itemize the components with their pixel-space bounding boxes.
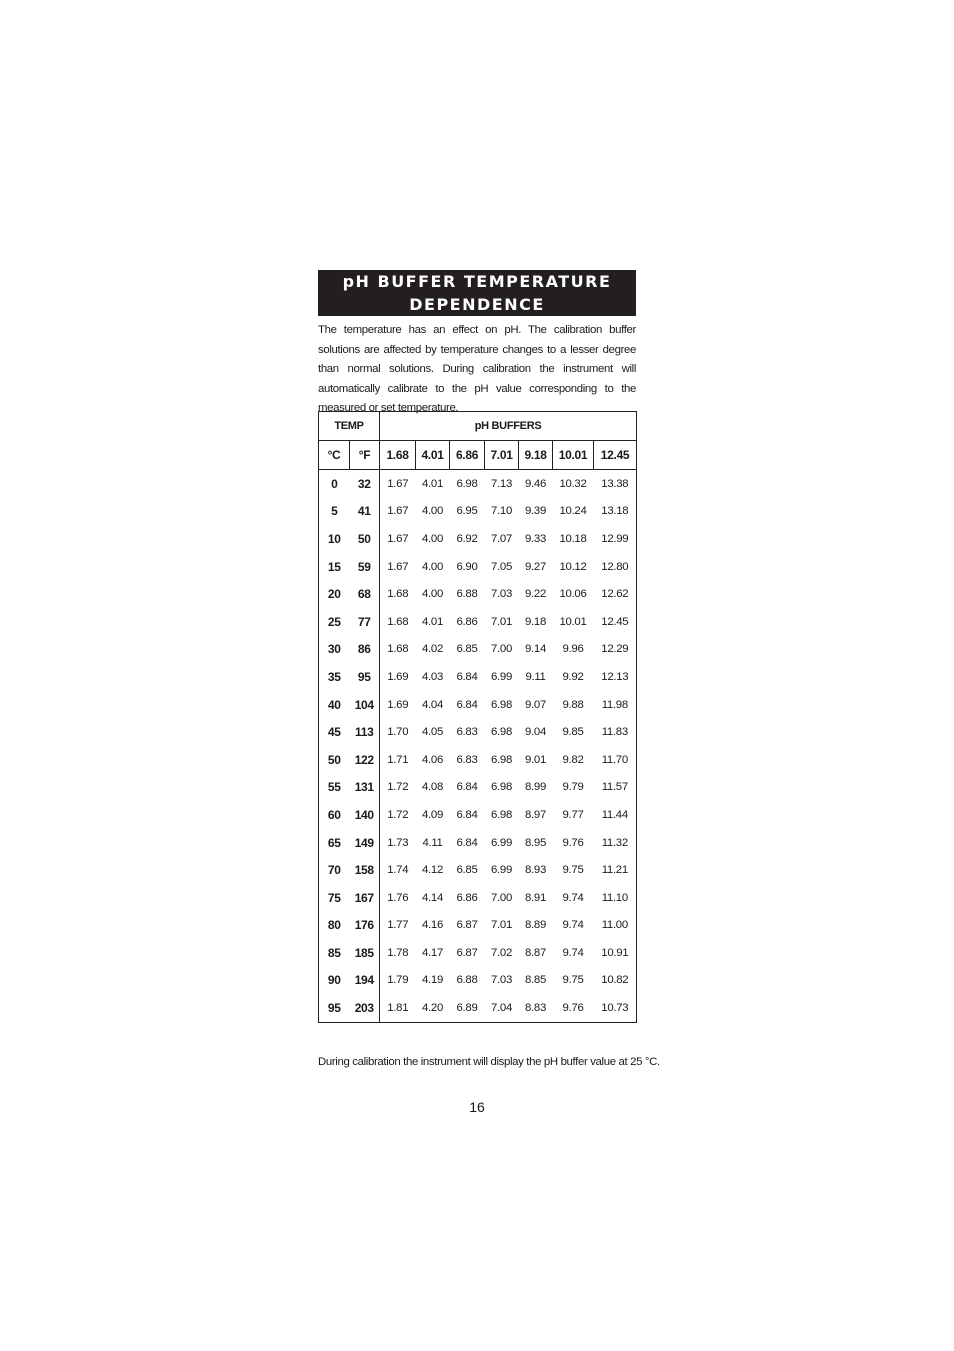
table-row <box>319 829 637 857</box>
celsius-cell: 85 <box>319 939 350 967</box>
buffer-value-cell: 4.17 <box>422 946 443 959</box>
fahrenheit-cell: 77 <box>350 608 380 636</box>
celsius-cell: 55 <box>319 774 350 802</box>
celsius-cell: 30 <box>319 636 350 664</box>
buffer-value-cell: 11.83 <box>594 718 637 746</box>
buffer-value-cell: 8.93 <box>525 864 546 877</box>
buffer-value-cell: 4.19 <box>422 974 443 987</box>
buffer-value-cell: 4.03 <box>422 670 443 683</box>
buffer-value-cell: 6.92 <box>456 532 478 545</box>
buffer-value-cell: 10.32 <box>559 477 587 490</box>
buffer-value-cell: 6.99 <box>491 836 512 849</box>
buffer-value-cell: 1.67 <box>380 498 416 526</box>
buffer-value-cell: 8.89 <box>525 919 546 932</box>
buffer-value-cell: 9.18 <box>525 615 546 628</box>
buffer-value-cell: 11.98 <box>594 691 637 719</box>
buffer-value-cell: 7.05 <box>491 560 512 573</box>
buffer-value-cell: 6.98 <box>491 781 512 794</box>
buffer-value-cell: 6.88 <box>456 974 478 987</box>
buffer-column-header: 9.18 <box>519 441 553 470</box>
table-row <box>319 746 637 774</box>
table-row <box>319 580 637 608</box>
ph-buffer-table <box>318 411 637 1023</box>
buffer-value-cell: 6.83 <box>456 753 478 766</box>
buffer-value-cell: 7.13 <box>491 477 512 490</box>
temp-header: TEMP <box>319 412 380 441</box>
buffer-value-cell: 1.73 <box>380 829 416 857</box>
fahrenheit-cell: 32 <box>350 470 380 498</box>
buffer-value-cell: 6.84 <box>456 781 478 794</box>
celsius-cell: 75 <box>319 884 350 912</box>
buffer-value-cell: 8.83 <box>519 994 553 1022</box>
table-row <box>319 553 637 581</box>
buffer-value-cell: 9.14 <box>525 643 546 656</box>
buffer-value-cell: 6.98 <box>491 726 512 739</box>
buffer-value-cell: 9.74 <box>562 946 584 959</box>
buffer-column-header: 6.86 <box>450 441 485 470</box>
buffer-value-cell: 1.79 <box>380 967 416 995</box>
buffer-value-cell: 6.87 <box>456 919 478 932</box>
buffer-value-cell: 10.12 <box>559 560 587 573</box>
buffer-value-cell: 9.76 <box>553 994 594 1022</box>
buffer-value-cell: 9.76 <box>562 836 584 849</box>
buffer-value-cell: 9.04 <box>525 726 546 739</box>
section-title-line-1: pH BUFFER TEMPERATURE <box>342 272 612 291</box>
buffer-value-cell: 11.10 <box>594 884 637 912</box>
section-title-line-2: DEPENDENCE <box>409 295 545 314</box>
buffer-column-header: 1.68 <box>380 441 416 470</box>
fahrenheit-cell: 167 <box>350 884 380 912</box>
buffer-value-cell: 4.06 <box>422 753 443 766</box>
buffer-value-cell: 6.86 <box>456 615 478 628</box>
table-row <box>319 608 637 636</box>
buffer-value-cell: 9.79 <box>562 781 584 794</box>
buffer-value-cell: 4.00 <box>422 505 443 518</box>
celsius-header: °C <box>319 441 350 470</box>
buffer-value-cell: 11.21 <box>594 856 637 884</box>
buffer-value-cell: 9.96 <box>562 643 584 656</box>
fahrenheit-cell: 131 <box>350 774 380 802</box>
table-row <box>319 470 637 498</box>
fahrenheit-cell: 140 <box>350 801 380 829</box>
fahrenheit-cell: 86 <box>350 636 380 664</box>
ph-buffers-header: pH BUFFERS <box>380 412 637 441</box>
buffer-value-cell: 12.99 <box>594 525 637 553</box>
celsius-cell: 5 <box>319 498 350 526</box>
buffer-value-cell: 9.85 <box>562 726 584 739</box>
buffer-value-cell: 9.75 <box>562 864 584 877</box>
buffer-value-cell: 6.85 <box>456 643 478 656</box>
table-row <box>319 856 637 884</box>
buffer-value-cell: 4.00 <box>422 560 443 573</box>
buffer-value-cell: 1.81 <box>380 994 416 1022</box>
table-row <box>319 801 637 829</box>
celsius-cell: 0 <box>319 470 350 498</box>
buffer-value-cell: 12.62 <box>594 580 637 608</box>
table-row <box>319 691 637 719</box>
fahrenheit-cell: 203 <box>350 994 380 1022</box>
buffer-value-cell: 1.77 <box>380 912 416 940</box>
buffer-value-cell: 7.02 <box>491 946 512 959</box>
buffer-value-cell: 6.99 <box>491 670 512 683</box>
table-row <box>319 884 637 912</box>
buffer-value-cell: 9.74 <box>562 919 584 932</box>
buffer-value-cell: 7.00 <box>491 891 512 904</box>
buffer-value-cell: 12.13 <box>594 663 637 691</box>
fahrenheit-cell: 149 <box>350 829 380 857</box>
buffer-value-cell: 4.02 <box>422 643 443 656</box>
fahrenheit-cell: 68 <box>350 580 380 608</box>
buffer-value-cell: 8.87 <box>525 946 546 959</box>
buffer-value-cell: 4.09 <box>422 808 443 821</box>
buffer-value-cell: 6.86 <box>456 891 478 904</box>
buffer-value-cell: 1.74 <box>380 856 416 884</box>
buffer-value-cell: 13.18 <box>594 498 637 526</box>
table-row <box>319 774 637 802</box>
table-row <box>319 525 637 553</box>
buffer-value-cell: 4.04 <box>422 698 443 711</box>
celsius-cell: 45 <box>319 718 350 746</box>
celsius-cell: 35 <box>319 663 350 691</box>
buffer-value-cell: 11.57 <box>594 774 637 802</box>
buffer-value-cell: 6.85 <box>456 864 478 877</box>
buffer-value-cell: 1.78 <box>380 939 416 967</box>
buffer-value-cell: 1.71 <box>380 746 416 774</box>
buffer-value-cell: 11.00 <box>594 912 637 940</box>
buffer-value-cell: 1.72 <box>380 774 416 802</box>
buffer-value-cell: 9.11 <box>525 670 546 683</box>
buffer-value-cell: 6.84 <box>456 808 478 821</box>
table-header-row-1 <box>319 412 637 441</box>
buffer-value-cell: 9.92 <box>562 670 584 683</box>
buffer-value-cell: 9.22 <box>525 588 546 601</box>
buffer-value-cell: 1.67 <box>380 525 416 553</box>
buffer-value-cell: 1.69 <box>380 663 416 691</box>
buffer-value-cell: 6.90 <box>456 560 478 573</box>
table-header-row-2 <box>319 441 637 470</box>
buffer-column-header: 7.01 <box>485 441 519 470</box>
fahrenheit-cell: 194 <box>350 967 380 995</box>
fahrenheit-cell: 158 <box>350 856 380 884</box>
buffer-value-cell: 1.69 <box>380 691 416 719</box>
celsius-cell: 95 <box>319 994 350 1022</box>
buffer-value-cell: 11.44 <box>594 801 637 829</box>
table-row <box>319 663 637 691</box>
fahrenheit-cell: 50 <box>350 525 380 553</box>
buffer-value-cell: 12.45 <box>594 608 637 636</box>
buffer-value-cell: 9.01 <box>525 753 546 766</box>
fahrenheit-cell: 176 <box>350 912 380 940</box>
buffer-value-cell: 6.83 <box>456 726 478 739</box>
buffer-value-cell: 6.88 <box>456 588 478 601</box>
buffer-value-cell: 10.82 <box>594 967 637 995</box>
fahrenheit-cell: 104 <box>350 691 380 719</box>
buffer-value-cell: 1.68 <box>380 580 416 608</box>
fahrenheit-header: °F <box>350 441 380 470</box>
buffer-value-cell: 7.07 <box>491 532 512 545</box>
intro-paragraph: The temperature has an effect on pH. The calibration buffer solutions are affected by temperature changes to a lesser degree than normal solutions. During calibration the instrument will automatically calibrate to the pH value corresponding to the measured or set temperature. <box>318 324 636 414</box>
celsius-cell: 40 <box>319 691 350 719</box>
buffer-value-cell: 4.01 <box>422 615 443 628</box>
table-body <box>319 470 637 1023</box>
buffer-value-cell: 9.07 <box>525 698 546 711</box>
buffer-value-cell: 9.77 <box>562 808 584 821</box>
buffer-value-cell: 6.84 <box>456 698 478 711</box>
buffer-value-cell: 13.38 <box>594 470 637 498</box>
buffer-value-cell: 9.33 <box>525 532 546 545</box>
celsius-cell: 60 <box>319 801 350 829</box>
buffer-value-cell: 4.20 <box>416 994 450 1022</box>
buffer-value-cell: 8.99 <box>525 781 546 794</box>
buffer-value-cell: 6.98 <box>491 698 512 711</box>
buffer-value-cell: 1.76 <box>380 884 416 912</box>
buffer-value-cell: 6.98 <box>491 753 512 766</box>
celsius-cell: 10 <box>319 525 350 553</box>
buffer-value-cell: 10.06 <box>559 588 587 601</box>
buffer-column-header: 10.01 <box>553 441 594 470</box>
buffer-value-cell: 11.32 <box>594 829 637 857</box>
buffer-value-cell: 1.70 <box>380 718 416 746</box>
buffer-value-cell: 7.04 <box>485 994 519 1022</box>
fahrenheit-cell: 41 <box>350 498 380 526</box>
buffer-value-cell: 6.87 <box>456 946 478 959</box>
buffer-value-cell: 9.27 <box>525 560 546 573</box>
buffer-value-cell: 9.39 <box>525 505 546 518</box>
table-row <box>319 498 637 526</box>
fahrenheit-cell: 59 <box>350 553 380 581</box>
buffer-value-cell: 6.84 <box>456 836 478 849</box>
buffer-value-cell: 4.00 <box>422 588 443 601</box>
buffer-value-cell: 9.75 <box>562 974 584 987</box>
table-row <box>319 912 637 940</box>
buffer-value-cell: 10.73 <box>594 994 637 1022</box>
section-title <box>318 270 636 316</box>
table-row <box>319 994 637 1022</box>
buffer-value-cell: 7.00 <box>491 643 512 656</box>
celsius-cell: 80 <box>319 912 350 940</box>
buffer-value-cell: 8.97 <box>525 808 546 821</box>
celsius-cell: 50 <box>319 746 350 774</box>
table-row <box>319 636 637 664</box>
page-number: 16 <box>469 1099 485 1115</box>
buffer-value-cell: 6.98 <box>491 808 512 821</box>
buffer-value-cell: 9.88 <box>562 698 584 711</box>
buffer-value-cell: 7.01 <box>491 919 512 932</box>
buffer-value-cell: 9.82 <box>562 753 584 766</box>
buffer-value-cell: 4.16 <box>422 919 443 932</box>
buffer-value-cell: 7.03 <box>491 974 512 987</box>
celsius-cell: 25 <box>319 608 350 636</box>
celsius-cell: 15 <box>319 553 350 581</box>
celsius-cell: 20 <box>319 580 350 608</box>
buffer-value-cell: 1.68 <box>380 608 416 636</box>
buffer-value-cell: 9.74 <box>562 891 584 904</box>
table-row <box>319 939 637 967</box>
buffer-value-cell: 10.01 <box>559 615 587 628</box>
buffer-value-cell: 4.08 <box>422 781 443 794</box>
buffer-value-cell: 6.95 <box>456 505 478 518</box>
buffer-value-cell: 4.05 <box>422 726 443 739</box>
buffer-value-cell: 7.10 <box>491 505 512 518</box>
buffer-value-cell: 7.03 <box>491 588 512 601</box>
fahrenheit-cell: 95 <box>350 663 380 691</box>
buffer-value-cell: 1.68 <box>380 636 416 664</box>
table-row <box>319 718 637 746</box>
buffer-value-cell: 4.14 <box>422 891 443 904</box>
buffer-column-header: 12.45 <box>594 441 637 470</box>
buffer-column-header: 4.01 <box>416 441 450 470</box>
fahrenheit-cell: 113 <box>350 718 380 746</box>
celsius-cell: 70 <box>319 856 350 884</box>
buffer-value-cell: 8.91 <box>525 891 546 904</box>
buffer-value-cell: 6.89 <box>450 994 485 1022</box>
footer-note: During calibration the instrument will display the pH buffer value at 25 °C. <box>318 1056 660 1068</box>
buffer-value-cell: 10.18 <box>559 532 587 545</box>
buffer-value-cell: 6.84 <box>456 670 478 683</box>
buffer-value-cell: 1.67 <box>380 553 416 581</box>
buffer-value-cell: 6.98 <box>456 477 478 490</box>
buffer-value-cell: 8.85 <box>525 974 546 987</box>
buffer-value-cell: 6.99 <box>491 864 512 877</box>
fahrenheit-cell: 185 <box>350 939 380 967</box>
buffer-value-cell: 1.72 <box>380 801 416 829</box>
buffer-value-cell: 9.46 <box>525 477 546 490</box>
buffer-value-cell: 4.11 <box>422 836 443 849</box>
buffer-value-cell: 7.01 <box>491 615 512 628</box>
celsius-cell: 65 <box>319 829 350 857</box>
table-row <box>319 967 637 995</box>
buffer-value-cell: 4.12 <box>422 864 443 877</box>
buffer-value-cell: 12.29 <box>594 636 637 664</box>
buffer-value-cell: 8.95 <box>525 836 546 849</box>
fahrenheit-cell: 122 <box>350 746 380 774</box>
buffer-value-cell: 4.01 <box>422 477 443 490</box>
celsius-cell: 90 <box>319 967 350 995</box>
buffer-value-cell: 12.80 <box>594 553 637 581</box>
buffer-value-cell: 4.00 <box>422 532 443 545</box>
buffer-value-cell: 10.91 <box>594 939 637 967</box>
buffer-value-cell: 11.70 <box>594 746 637 774</box>
buffer-value-cell: 10.24 <box>559 505 587 518</box>
buffer-value-cell: 1.67 <box>380 470 416 498</box>
